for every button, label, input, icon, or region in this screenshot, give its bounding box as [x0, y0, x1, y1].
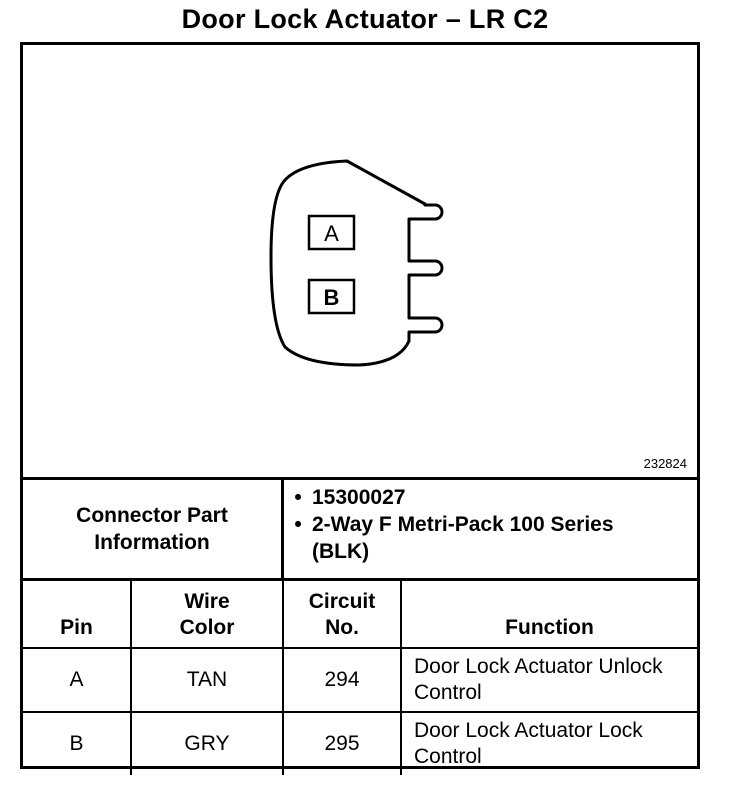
pin-cell: A: [23, 648, 131, 712]
pinout-table: [23, 581, 697, 775]
connector-info-label: Connector Part Information: [76, 504, 228, 554]
connector-part-information: [23, 480, 697, 581]
connector-body-outline: [271, 161, 442, 365]
connector-face-drawing: [23, 45, 697, 477]
header-wire-color: Wire Color: [131, 581, 283, 648]
function-cell: Door Lock Actuator Lock Control: [401, 712, 697, 775]
header-function: Function: [401, 581, 697, 648]
bullet-icon: •: [294, 513, 302, 536]
bullet-icon: •: [294, 486, 302, 509]
wire-color-cell: TAN: [131, 648, 283, 712]
table-row: [23, 648, 697, 712]
diagram-part-code: 232824: [643, 456, 687, 471]
header-pin: Pin: [23, 581, 131, 648]
pin-cell: B: [23, 712, 131, 775]
table-header-row: [23, 581, 697, 648]
pin-a-label: A: [324, 221, 339, 246]
connector-info-item: • 2-Way F Metri-Pack 100 Series (BLK): [284, 511, 694, 565]
wire-color-cell: GRY: [131, 712, 283, 775]
header-circuit-no: Circuit No.: [283, 581, 401, 648]
connector-sheet: [20, 42, 700, 769]
connector-info-item: • 15300027: [284, 484, 694, 511]
circuit-no-cell: 294: [283, 648, 401, 712]
connector-diagram: [23, 45, 697, 480]
table-row: [23, 712, 697, 775]
pin-b-label: B: [323, 285, 340, 310]
function-cell: Door Lock Actuator Unlock Control: [401, 648, 697, 712]
circuit-no-cell: 295: [283, 712, 401, 775]
page-title: Door Lock Actuator – LR C2: [181, 4, 549, 34]
